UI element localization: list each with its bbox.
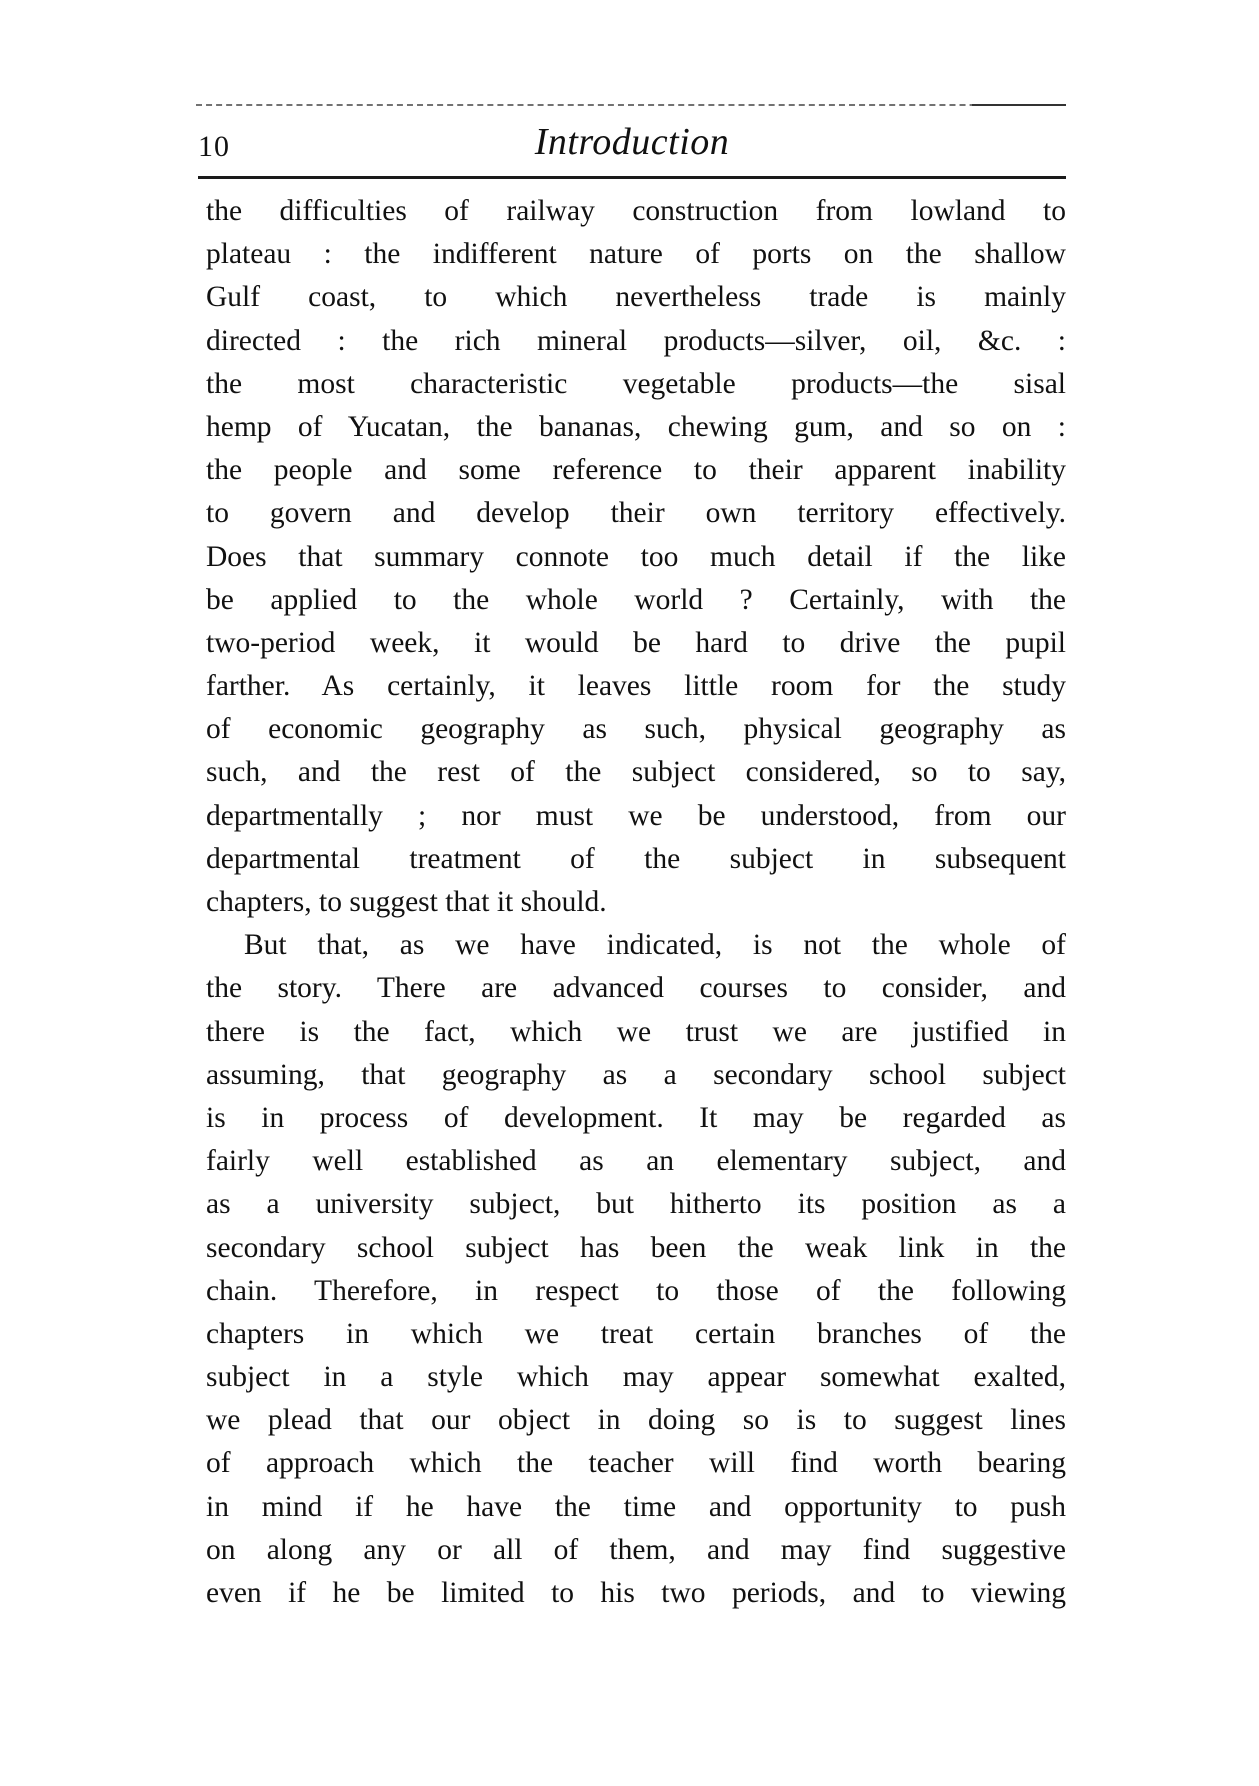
text-line: directed : the rich mineral products—silver, oil, &c. : (206, 324, 1066, 357)
text-line: as a university subject, but hitherto its position as a (206, 1188, 1066, 1221)
text-line: secondary school subject has been the weak link in the (206, 1231, 1066, 1264)
text-line: farther. As certainly, it leaves little room for the study (206, 670, 1066, 703)
text-line: on along any or all of them, and may find suggestive (206, 1533, 1066, 1566)
top-decorative-rule (196, 104, 1066, 106)
text-line: assuming, that geography as a secondary school subject (206, 1058, 1066, 1091)
top-decorative-rule-right (972, 104, 1066, 106)
text-line: the most characteristic vegetable products—the sisal (206, 367, 1066, 400)
paragraph (206, 924, 1066, 1615)
text-line: plateau : the indifferent nature of ports on the shallow (206, 238, 1066, 271)
text-line: chapters in which we treat certain branches of the (206, 1317, 1066, 1350)
text-line: chain. Therefore, in respect to those of the following (206, 1274, 1066, 1307)
text-line: two-period week, it would be hard to drive the pupil (206, 626, 1066, 659)
text-line: Does that summary connote too much detail if the like (206, 540, 1066, 573)
text-line: departmentally ; nor must we be understood, from our (206, 799, 1066, 832)
text-line: in mind if he have the time and opportunity to push (206, 1490, 1066, 1523)
page-number: 10 (198, 130, 230, 163)
text-line: to govern and develop their own territory effectively. (206, 497, 1066, 530)
text-line: the people and some reference to their apparent inability (206, 454, 1066, 487)
text-line: chapters, to suggest that it should. (206, 886, 607, 918)
text-line: fairly well established as an elementary subject, and (206, 1145, 1066, 1178)
text-line: subject in a style which may appear somewhat exalted, (206, 1361, 1066, 1394)
text-line: of approach which the teacher will find worth bearing (206, 1447, 1066, 1480)
text-line: we plead that our object in doing so is to suggest lines (206, 1404, 1066, 1437)
header-rule (198, 176, 1066, 179)
text-line: there is the fact, which we trust we are justified in (206, 1015, 1066, 1048)
running-title: Introduction (534, 121, 730, 163)
text-line: departmental treatment of the subject in subsequent (206, 842, 1066, 875)
running-head (198, 120, 1066, 168)
text-line: is in process of development. It may be regarded as (206, 1101, 1066, 1134)
text-line: the story. There are advanced courses to consider, and (206, 972, 1066, 1005)
text-line: such, and the rest of the subject considered, so to say, (206, 756, 1066, 789)
text-line: even if he be limited to his two periods, and to viewing (206, 1577, 1066, 1609)
text-line: the difficulties of railway construction from lowland to (206, 195, 1066, 227)
text-line: of economic geography as such, physical geography as (206, 713, 1066, 746)
text-line: But that, as we have indicated, is not the whole of (244, 929, 1066, 962)
paragraph (206, 190, 1066, 924)
text-line: Gulf coast, to which nevertheless trade is mainly (206, 281, 1066, 314)
body-text (206, 190, 1066, 1615)
text-line: be applied to the whole world ? Certainly, with the (206, 583, 1066, 616)
text-line: hemp of Yucatan, the bananas, chewing gum, and so on : (206, 410, 1066, 443)
